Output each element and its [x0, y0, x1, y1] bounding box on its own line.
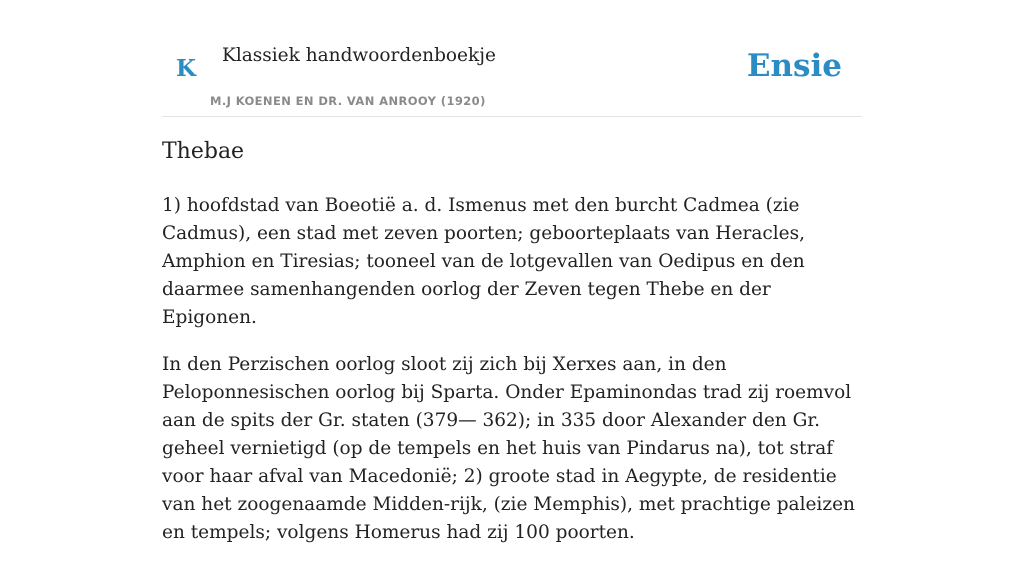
book-initial-icon[interactable]: K	[176, 55, 196, 82]
header	[162, 0, 862, 117]
brand-logo-link[interactable]: Ensie	[746, 48, 842, 84]
book-authors: M.J KOENEN EN DR. VAN ANROOY (1920)	[210, 94, 486, 108]
entry-paragraph: 1) hoofdstad van Boeotië a. d. Ismenus met den burcht Cadmea (zie Cadmus), een stad met zeven poorten; geboorteplaats van Heracles, Amphion en Tiresias; tooneel van de lotgevallen van Oedipus en den daarmee samenhangenden oorlog der Zeven tegen Thebe en der Epigonen.	[162, 195, 805, 328]
entry-title: Thebae	[162, 139, 245, 164]
entry-body	[162, 192, 862, 566]
book-title-link[interactable]: Klassiek handwoordenboekje	[222, 45, 496, 66]
entry-paragraph: In den Perzischen oorlog sloot zij zich bij Xerxes aan, in den Peloponnesischen oorlog bij Sparta. Onder Epaminondas trad zij roemvol aan de spits der Gr. staten (379— 362); in 335 door Alexander den Gr. geheel vernietigd (op de tempels en het huis van Pindarus na), tot straf voor haar afval van Macedonië; 2) groote stad in Aegypte, de residentie van het zoogenaamde Midden-rijk, (zie Memphis), met prachtige paleizen en tempels; volgens Homerus had zij 100 poorten.	[162, 354, 855, 543]
